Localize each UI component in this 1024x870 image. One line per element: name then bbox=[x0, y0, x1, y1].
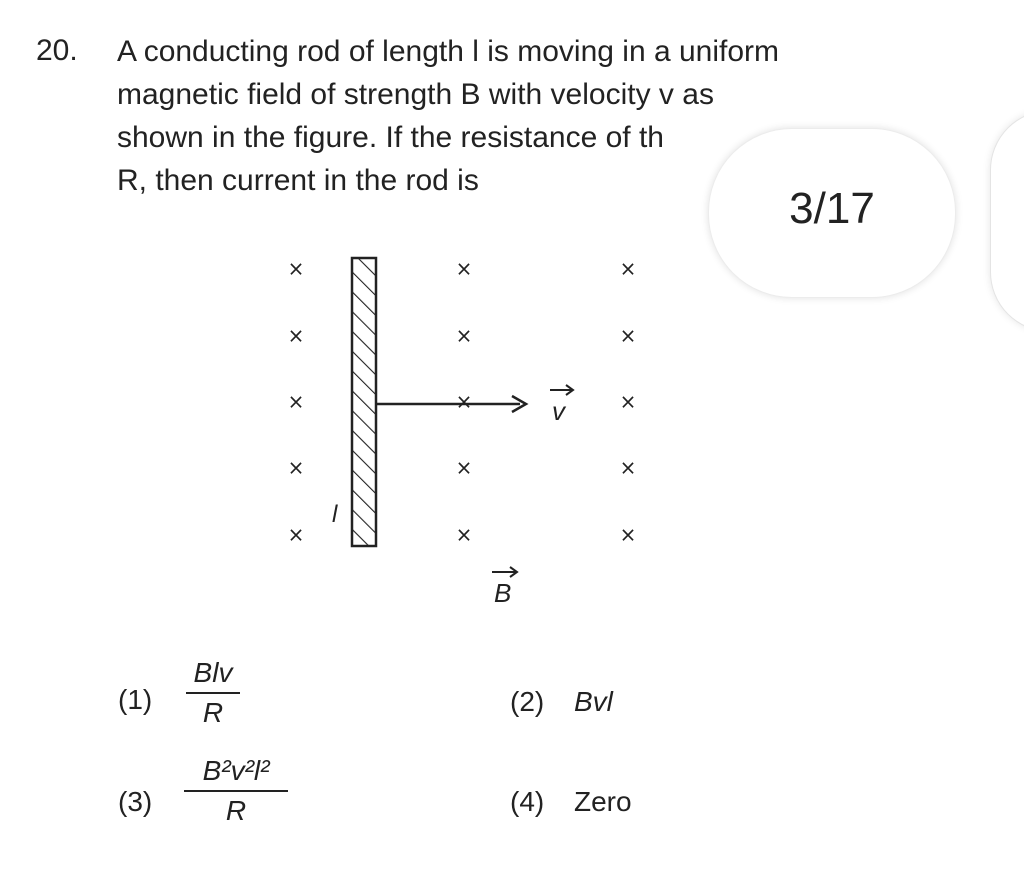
question-line-4: R, then current in the rod is bbox=[117, 164, 479, 197]
question-line-2: magnetic field of strength B with velocity v as bbox=[117, 78, 714, 111]
option-4-answer: Zero bbox=[574, 786, 632, 817]
rod-figure-svg bbox=[260, 240, 680, 620]
conducting-rod bbox=[352, 258, 376, 546]
rod-figure bbox=[260, 240, 680, 620]
field-label: B bbox=[494, 578, 512, 608]
question-line-3: shown in the figure. If the resistance of th bbox=[117, 121, 664, 154]
field-cross-2-5: × bbox=[455, 522, 473, 547]
velocity-label: v bbox=[552, 396, 565, 426]
field-cross-3-1: × bbox=[619, 256, 637, 281]
option-1-fraction bbox=[186, 656, 240, 730]
field-cross-1-2: × bbox=[287, 323, 305, 348]
option-1-number: (1) bbox=[118, 684, 153, 715]
question-number: 20. bbox=[36, 34, 78, 67]
option-3-numerator: B²v²l² bbox=[202, 755, 270, 786]
question-line-1: A conducting rod of length l is moving in a uniform bbox=[117, 35, 780, 68]
option-2-answer: Bvl bbox=[574, 686, 613, 717]
page-indicator: 3/17 bbox=[789, 184, 875, 233]
field-cross-3-2: × bbox=[619, 323, 637, 348]
field-cross-2-4: × bbox=[455, 455, 473, 480]
field-cross-1-1: × bbox=[287, 256, 305, 281]
field-cross-3-3: × bbox=[619, 389, 637, 414]
field-cross-3-4: × bbox=[619, 455, 637, 480]
field-cross-3-5: × bbox=[619, 522, 637, 547]
option-1-fraction-bar bbox=[186, 692, 240, 694]
next-page-bubble[interactable] bbox=[990, 110, 1024, 332]
option-1-denominator: R bbox=[202, 697, 224, 728]
option-1-numerator: Blv bbox=[193, 657, 233, 688]
field-cross-2-2: × bbox=[455, 323, 473, 348]
page-indicator-bubble bbox=[708, 128, 956, 298]
rod-length-label: l bbox=[332, 501, 338, 528]
option-3-fraction bbox=[184, 754, 288, 828]
magnetic-field-crosses bbox=[288, 257, 637, 547]
option-3-number: (3) bbox=[118, 786, 153, 817]
option-3-denominator: R bbox=[225, 795, 247, 826]
field-cross-2-3: × bbox=[455, 389, 473, 414]
field-cross-1-4: × bbox=[287, 455, 305, 480]
option-4-number: (4) bbox=[510, 786, 545, 817]
field-cross-1-3: × bbox=[287, 389, 305, 414]
field-cross-2-1: × bbox=[455, 256, 473, 281]
option-3-fraction-bar bbox=[184, 790, 288, 792]
option-2-number: (2) bbox=[510, 686, 545, 717]
field-cross-1-5: × bbox=[287, 522, 305, 547]
